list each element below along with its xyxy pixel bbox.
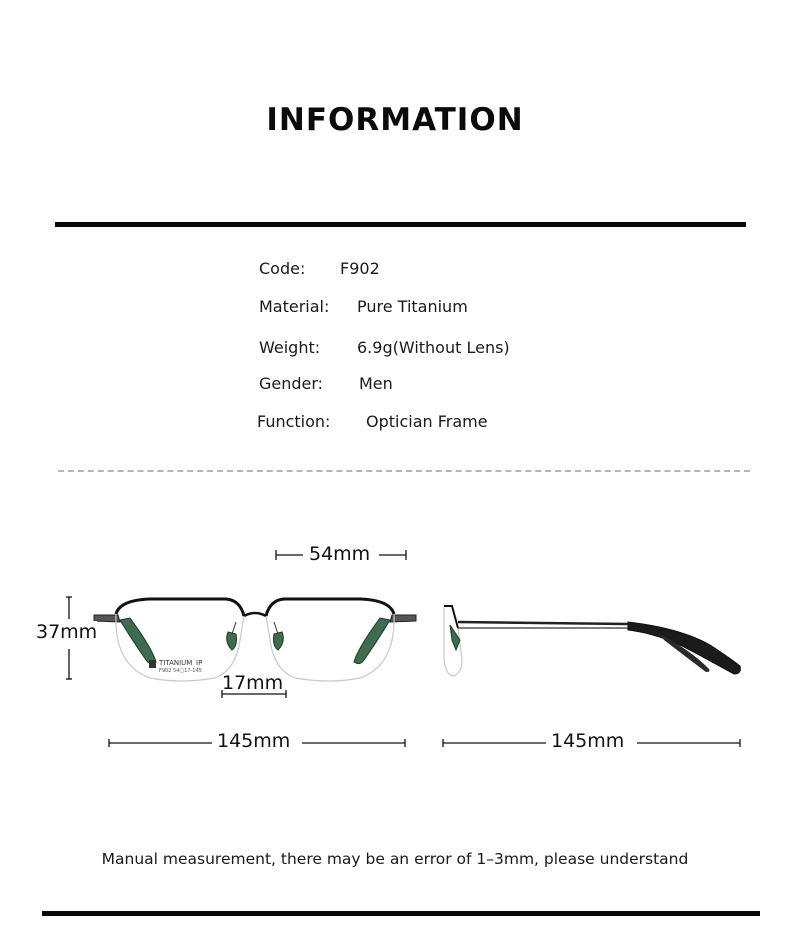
glasses-front-view bbox=[94, 599, 416, 681]
spec-material-label: Material: bbox=[259, 297, 330, 316]
spec-function-value: Optician Frame bbox=[366, 412, 488, 431]
lens-width-label: 54mm bbox=[309, 543, 371, 565]
lens-height-label: 37mm bbox=[36, 621, 98, 643]
bridge-label: 17mm bbox=[222, 672, 284, 694]
spec-function-label: Function: bbox=[257, 412, 331, 431]
frame-width-label: 145mm bbox=[217, 730, 291, 752]
spec-material-value: Pure Titanium bbox=[357, 297, 468, 316]
spec-weight-value: 6.9g(Without Lens) bbox=[357, 338, 510, 357]
frame-model-text: F902 54□17-145 bbox=[159, 668, 202, 674]
titanium-logo-icon bbox=[149, 660, 156, 668]
glasses-side-view bbox=[444, 606, 740, 676]
page-title: INFORMATION bbox=[266, 102, 524, 138]
spec-gender-label: Gender: bbox=[259, 374, 324, 393]
spec-code-label: Code: bbox=[259, 259, 306, 278]
spec-gender-value: Men bbox=[359, 374, 393, 393]
frame-brand-text: TITANIUM bbox=[159, 659, 193, 667]
temple-length-label: 145mm bbox=[551, 730, 625, 752]
spec-code-value: F902 bbox=[340, 259, 380, 278]
frame-brand-suffix: IP bbox=[196, 659, 203, 667]
spec-weight-label: Weight: bbox=[259, 338, 321, 357]
measurement-note: Manual measurement, there may be an error of 1–3mm, please understand bbox=[101, 850, 689, 868]
bottom-divider bbox=[42, 911, 760, 916]
